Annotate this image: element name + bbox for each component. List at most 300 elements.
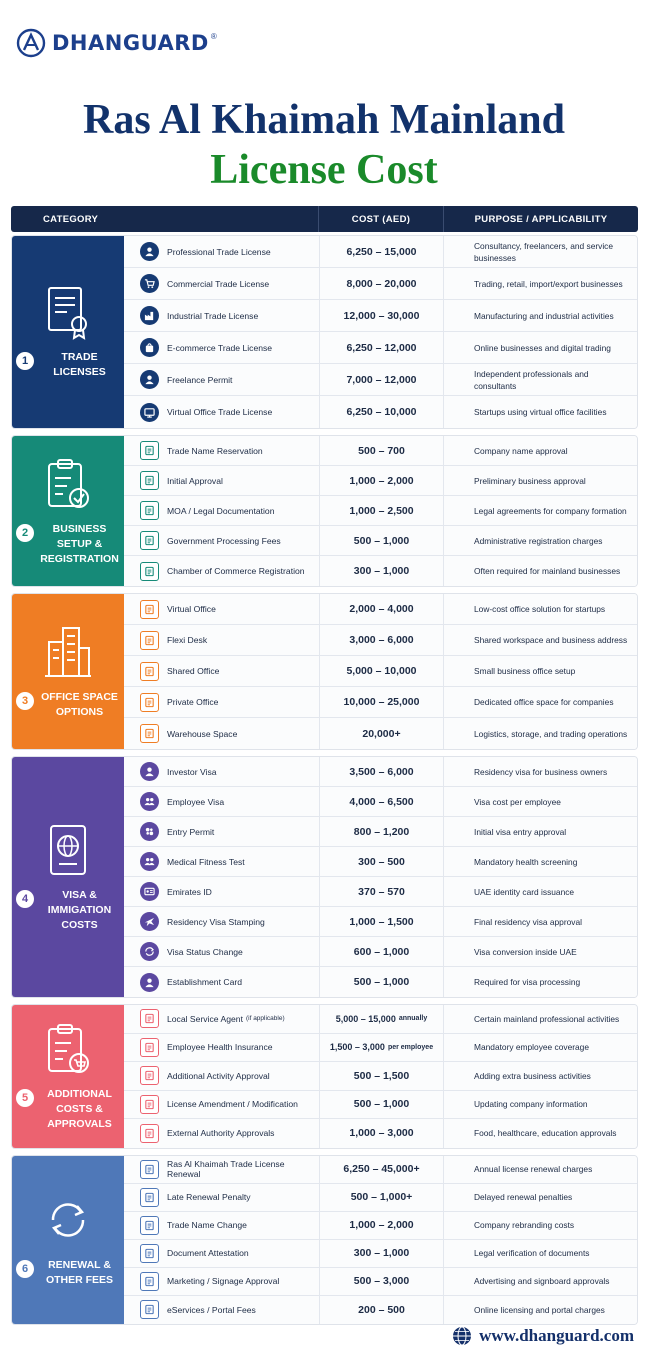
section-title: BUSINESS SETUP & REGISTRATION [40,522,119,565]
item-name: Late Renewal Penalty [167,1192,251,1202]
cost-cell [319,364,444,395]
brand-name: DHANGUARD [52,31,209,55]
purpose-cell: Independent professionals and consultants [474,368,589,391]
item-name: Warehouse Space [167,728,238,739]
table-row [124,1091,637,1120]
purpose-cell: Legal verification of documents [474,1248,590,1258]
purpose-cell: Advertising and signboard approvals [474,1276,610,1286]
government-icon [140,531,159,550]
renewal-doc-icon [140,1160,159,1179]
purpose-cell: Mandatory health screening [474,856,578,867]
item-name: E-commerce Trade License [167,342,273,353]
table-row [124,332,637,364]
table-row [124,1034,637,1063]
cost-cell [319,268,444,299]
cost-value: 10,000 – 25,000 [343,696,420,708]
cost-note: annually [398,1015,428,1023]
cost-value: 500 – 1,000+ [350,1191,413,1203]
cost-cell [319,496,444,525]
item-name: Employee Visa [167,796,225,807]
item-name: Employee Health Insurance [167,1042,273,1053]
building-icon [140,562,159,581]
item-cell [124,757,319,786]
table-row [124,268,637,300]
cost-value: 1,000 – 2,500 [349,504,414,517]
item-cell [124,526,319,555]
purpose-cell: Final residency visa approval [474,916,582,927]
medical-icon [140,852,159,871]
cost-value: 3,000 – 6,000 [349,634,414,646]
item-cell [124,1268,319,1295]
section-category-panel [12,436,124,586]
cost-cell [319,907,444,936]
item-cell [124,907,319,936]
penalty-icon [140,1188,159,1207]
health-icon [140,1038,159,1057]
cost-value: 6,250 – 45,000+ [343,1163,420,1175]
plane-icon [140,912,159,931]
table-row [124,1268,637,1296]
private-office-icon [140,693,159,712]
purpose-cell: UAE identity card issuance [474,886,575,897]
purpose-cell: Low-cost office solution for startups [474,604,606,614]
table-row [124,594,637,625]
shared-office-icon [140,662,159,681]
purpose-cell: Small business office setup [474,666,576,676]
section-label [16,1087,120,1132]
item-name: Visa Status Change [167,946,243,957]
table-row [124,1062,637,1091]
section-rows [124,757,637,997]
item-cell [124,1156,319,1183]
cost-value: 500 – 700 [358,444,405,457]
table-row [124,1005,637,1034]
purpose-cell: Visa cost per employee [474,796,561,807]
item-cell [124,496,319,525]
page-title-line-1: Ras Al Khaimah Mainland [83,97,565,143]
table-row [124,300,637,332]
item-name: Trade Name Change [167,1220,247,1230]
item-name: Medical Fitness Test [167,856,245,867]
purpose-cell: Logistics, storage, and trading operations [474,728,628,739]
globe-icon [452,1326,472,1346]
cost-value: 300 – 1,000 [353,1247,410,1259]
item-cell [124,236,319,267]
table-row [124,466,637,496]
section-number-badge: 4 [16,890,34,908]
purpose-cell: Often required for mainland businesses [474,566,621,576]
cost-cell [319,594,444,624]
section-number-badge: 1 [16,352,34,370]
table-row [124,656,637,687]
cart-icon [140,274,159,293]
item-cell [124,937,319,966]
header-purpose: PURPOSE / APPLICABILITY [443,206,638,232]
table-row [124,556,637,586]
cost-cell [319,967,444,997]
item-cell [124,1184,319,1211]
section-label [16,522,120,567]
purpose-cell: Startups using virtual office facilities [474,407,607,417]
section-title: ADDITIONAL COSTS & APPROVALS [47,1087,112,1130]
section-number-badge: 5 [16,1089,34,1107]
table-row [124,817,637,847]
item-name: Ras Al Khaimah Trade License Renewal [167,1159,285,1179]
cost-cell [319,1156,444,1183]
item-name: Chamber of Commerce Registration [167,566,305,576]
item-cell [124,1240,319,1267]
cost-note: per employee [387,1043,434,1051]
header-cost: COST (AED) [318,206,443,232]
purpose-cell: Certain mainland professional activities [474,1013,620,1024]
cost-cell [319,1240,444,1267]
cost-cell [319,1119,444,1148]
authority-icon [140,1124,159,1143]
item-cell [124,687,319,717]
cost-value: 12,000 – 30,000 [343,309,420,322]
cost-value: 5,000 – 15,000 [335,1013,396,1024]
cost-cell [319,757,444,786]
cost-value: 200 – 500 [358,1303,405,1316]
item-name: License Amendment / Modification [167,1099,298,1110]
passport-icon [43,822,93,878]
clipboard-check-icon [43,456,93,512]
cost-value: 800 – 1,200 [353,825,410,838]
cost-value: 5,000 – 10,000 [346,665,417,677]
cost-value: 6,250 – 12,000 [346,341,417,354]
item-cell [124,656,319,686]
item-name: Flexi Desk [167,635,208,645]
section-rows [124,1156,637,1324]
cost-cell [319,1184,444,1211]
id-card-icon [140,882,159,901]
person-icon [140,242,159,261]
permit-icon [140,822,159,841]
table-row [124,364,637,396]
table-row [124,718,637,749]
cost-value: 20,000+ [362,727,401,740]
purpose-cell: Annual license renewal charges [474,1164,593,1174]
section-rows [124,436,637,586]
agent-icon [140,1009,159,1028]
item-cell [124,1091,319,1119]
table-row [124,1119,637,1148]
table-row [124,1212,637,1240]
section-1 [11,235,638,429]
item-note: (if applicable) [245,1015,285,1023]
cost-cell [319,1005,444,1033]
cost-cell [319,937,444,966]
table-header [11,206,638,232]
dhanguard-logo-icon [16,28,46,58]
item-cell [124,364,319,395]
investor-icon [140,762,159,781]
item-name: Commercial Trade License [167,278,270,289]
item-cell [124,847,319,876]
purpose-cell: Updating company information [474,1099,588,1110]
license-document-icon [43,284,93,340]
cost-cell [319,396,444,428]
cost-value: 7,000 – 12,000 [346,373,417,386]
item-name: Additional Activity Approval [167,1070,270,1081]
section-label [16,1258,120,1288]
renewal-arrows-icon [43,1192,93,1248]
purpose-cell: Residency visa for business owners [474,766,608,777]
table-row [124,907,637,937]
section-rows [124,594,637,749]
purpose-cell: Company rebranding costs [474,1220,575,1230]
approval-doc-icon [140,471,159,490]
purpose-cell: Online licensing and portal charges [474,1304,605,1315]
add-doc-icon [140,1066,159,1085]
cost-value: 370 – 570 [358,885,405,898]
cost-cell [319,847,444,876]
cost-value: 500 – 3,000 [353,1275,410,1287]
purpose-cell: Shared workspace and business address [474,635,628,645]
table-row [124,1156,637,1184]
section-title: RENEWAL & OTHER FEES [45,1258,114,1286]
brand [16,28,217,58]
employees-icon [140,792,159,811]
attestation-icon [140,1244,159,1263]
section-rows [124,1005,637,1148]
table-row [124,496,637,526]
brand-registered-mark: ® [210,31,217,41]
item-name: Document Attestation [167,1248,249,1258]
factory-icon [140,306,159,325]
item-cell [124,594,319,624]
item-cell [124,1005,319,1033]
item-name: Trade Name Reservation [167,445,263,456]
item-name: Emirates ID [167,886,212,897]
table-row [124,526,637,556]
cost-cell [319,1091,444,1119]
cost-cell [319,300,444,331]
item-cell [124,556,319,586]
item-name: Establishment Card [167,977,242,987]
shopping-bag-icon [140,338,159,357]
item-cell [124,466,319,495]
header-category: CATEGORY [43,213,99,225]
item-cell [124,396,319,428]
table-row [124,625,637,656]
purpose-cell: Consultancy, freelancers, and service businesses [474,240,614,263]
tag-icon [140,441,159,460]
legal-doc-icon [140,501,159,520]
cost-value: 4,000 – 6,500 [349,795,414,808]
table-row [124,877,637,907]
item-cell [124,300,319,331]
cost-value: 6,250 – 15,000 [346,245,417,258]
refresh-icon [140,942,159,961]
table-row [124,1296,637,1324]
cost-value: 1,000 – 3,000 [349,1127,414,1140]
cost-value: 1,000 – 2,000 [349,474,414,487]
cost-cell [319,625,444,655]
section-2 [11,435,638,587]
user-icon [140,370,159,389]
section-title: VISA & IMMIGATION COSTS [47,888,112,931]
item-name: eServices / Portal Fees [167,1304,256,1315]
cost-cell [319,687,444,717]
table-body [11,235,638,1325]
item-cell [124,718,319,749]
cost-cell [319,656,444,686]
item-cell [124,1212,319,1239]
item-cell [124,268,319,299]
section-number-badge: 6 [16,1260,34,1278]
section-category-panel [12,757,124,997]
cost-cell [319,1062,444,1090]
purpose-cell: Manufacturing and industrial activities [474,310,614,321]
cost-cell [319,718,444,749]
table-row [124,1184,637,1212]
portal-icon [140,1300,159,1319]
item-name: External Authority Approvals [167,1128,275,1139]
purpose-cell: Company name approval [474,445,568,456]
table-row [124,436,637,466]
item-name: Entry Permit [167,826,215,837]
card-icon [140,973,159,992]
item-name: Marketing / Signage Approval [167,1276,280,1286]
cost-value: 1,500 – 3,000 [329,1042,385,1053]
cost-value: 300 – 500 [358,855,405,868]
item-name: MOA / Legal Documentation [167,505,275,516]
cost-value: 3,500 – 6,000 [349,765,414,778]
website-link[interactable]: www.dhanguard.com [479,1326,634,1345]
page-title-line-2: License Cost [210,147,438,193]
cost-value: 8,000 – 20,000 [346,277,417,290]
table-row [124,236,637,268]
section-number-badge: 2 [16,524,34,542]
item-name: Residency Visa Stamping [167,916,265,927]
cost-value: 500 – 1,000 [353,976,410,988]
item-name: Industrial Trade License [167,310,259,321]
item-name: Investor Visa [167,766,217,777]
office-buildings-icon [43,624,93,680]
warehouse-icon [140,724,159,743]
section-category-panel [12,236,124,428]
section-5 [11,1004,638,1149]
edit-doc-icon [140,1095,159,1114]
item-name: Freelance Permit [167,374,233,385]
item-cell [124,817,319,846]
cost-value: 6,250 – 10,000 [346,406,417,418]
cost-cell [319,436,444,465]
cost-cell [319,1296,444,1324]
cost-value: 1,000 – 1,500 [349,915,414,928]
office-icon [140,600,159,619]
purpose-cell: Trading, retail, import/export businesses [474,278,623,289]
desk-icon [140,631,159,650]
footer [452,1326,634,1346]
table-row [124,967,637,997]
section-4 [11,756,638,998]
purpose-cell: Visa conversion inside UAE [474,946,577,957]
purpose-cell: Online businesses and digital trading [474,342,611,353]
signage-icon [140,1272,159,1291]
section-number-badge: 3 [16,692,34,710]
cost-cell [319,787,444,816]
item-name: Private Office [167,697,219,707]
table-row [124,787,637,817]
item-cell [124,1296,319,1324]
item-cell [124,877,319,906]
table-row [124,757,637,787]
item-name: Initial Approval [167,475,223,486]
cost-cell [319,817,444,846]
section-label [16,690,120,720]
section-3 [11,593,638,750]
purpose-cell: Legal agreements for company formation [474,505,627,516]
item-name: Government Processing Fees [167,535,281,546]
cost-cell [319,1034,444,1062]
cost-value: 1,000 – 2,000 [349,1219,414,1231]
item-name: Virtual Office Trade License [167,407,273,417]
item-cell [124,787,319,816]
purpose-cell: Preliminary business approval [474,475,586,486]
item-name: Virtual Office [167,604,216,614]
table-row [124,937,637,967]
section-label [16,888,120,933]
monitor-icon [140,403,159,422]
table-row [124,687,637,718]
item-cell [124,1062,319,1090]
clipboard-cart-icon [43,1021,93,1077]
section-label [16,350,120,380]
table-row [124,396,637,428]
item-name: Professional Trade License [167,246,271,257]
cost-cell [319,526,444,555]
section-title: OFFICE SPACE OPTIONS [41,690,118,718]
cost-cell [319,466,444,495]
purpose-cell: Administrative registration charges [474,535,603,546]
section-rows [124,236,637,428]
purpose-cell: Required for visa processing [474,977,581,987]
cost-value: 500 – 1,000 [353,534,410,547]
purpose-cell: Dedicated office space for companies [474,697,614,707]
cost-cell [319,332,444,363]
section-category-panel [12,594,124,749]
item-cell [124,1034,319,1062]
item-cell [124,625,319,655]
name-change-icon [140,1216,159,1235]
item-cell [124,967,319,997]
cost-value: 500 – 1,000 [353,1098,410,1111]
cost-cell [319,1268,444,1295]
cost-cell [319,236,444,267]
license-cost-table [11,206,638,1331]
item-cell [124,1119,319,1148]
cost-value: 300 – 1,000 [353,565,410,577]
cost-cell [319,1212,444,1239]
table-row [124,847,637,877]
table-row [124,1240,637,1268]
section-category-panel [12,1005,124,1148]
item-name: Local Service Agent [167,1013,243,1024]
cost-value: 600 – 1,000 [353,945,410,958]
purpose-cell: Delayed renewal penalties [474,1192,573,1202]
item-cell [124,332,319,363]
purpose-cell: Mandatory employee coverage [474,1042,589,1053]
purpose-cell: Adding extra business activities [474,1070,591,1081]
cost-value: 2,000 – 4,000 [349,603,414,615]
cost-cell [319,877,444,906]
cost-cell [319,556,444,586]
item-name: Shared Office [167,666,220,676]
purpose-cell: Food, healthcare, education approvals [474,1128,617,1139]
section-title: TRADE LICENSES [53,351,106,378]
